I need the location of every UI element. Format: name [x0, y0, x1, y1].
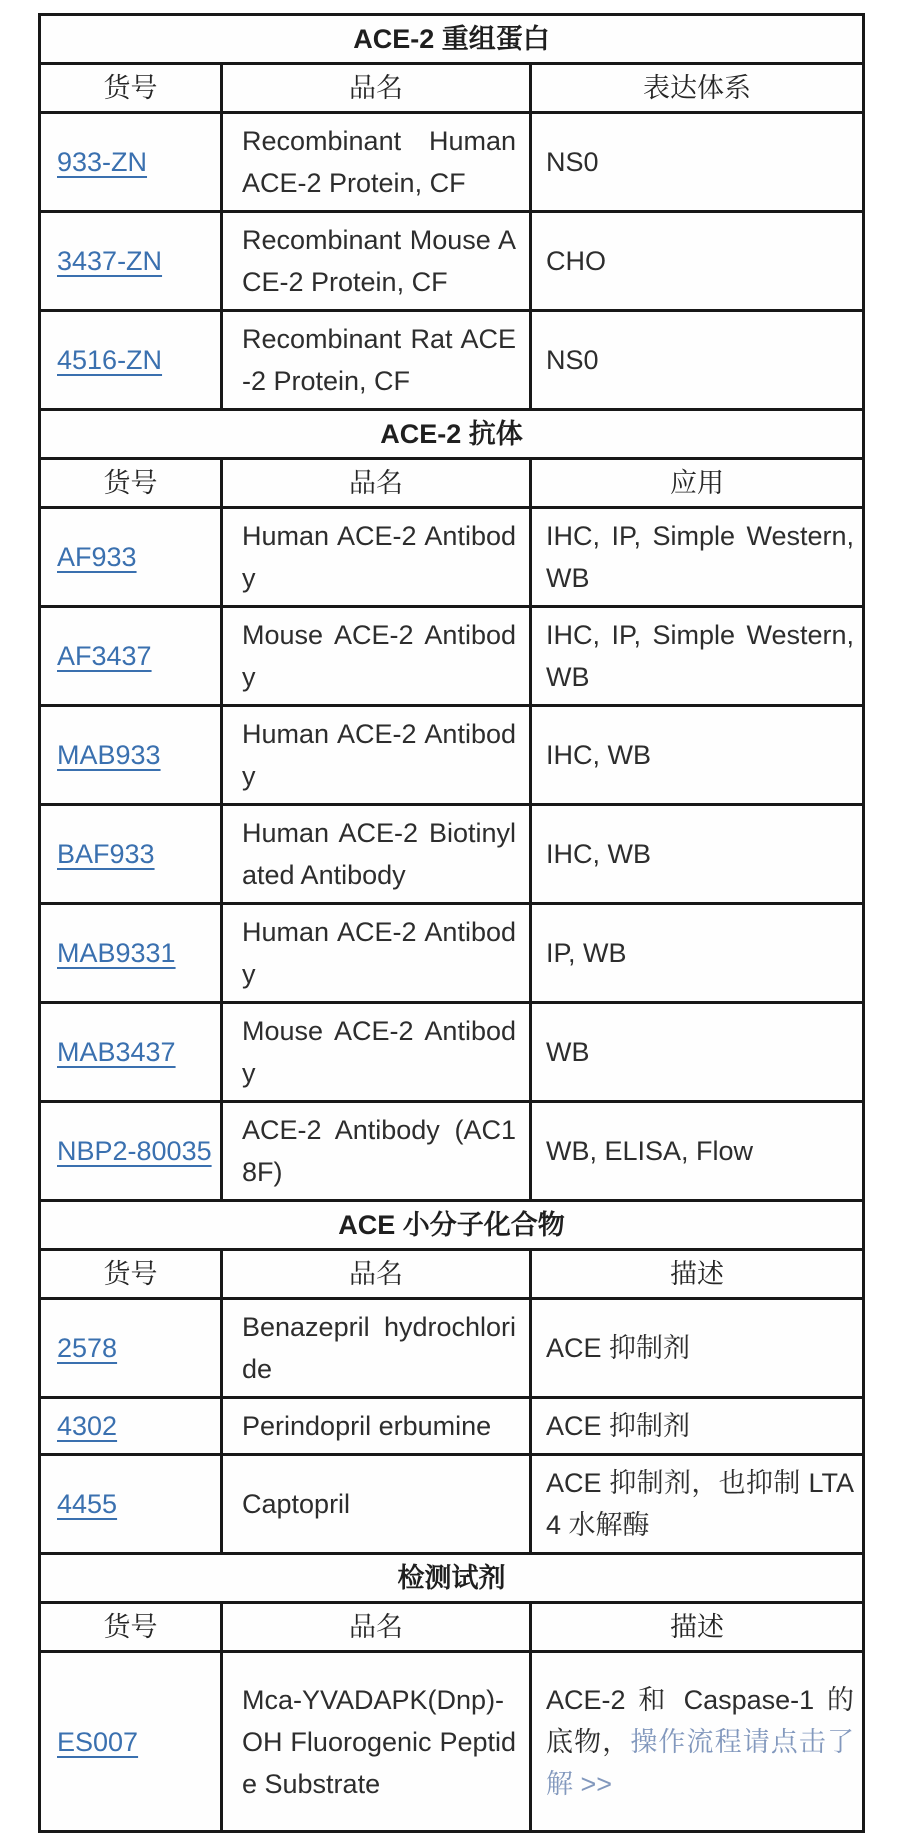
section-title-row: [40, 1201, 864, 1250]
product-name: Perindopril erbumine: [222, 1398, 531, 1455]
applications: WB, ELISA, Flow: [531, 1102, 864, 1201]
catalog-cell: [40, 1003, 222, 1102]
section-title-small-molecules: ACE 小分子化合物: [40, 1201, 864, 1250]
header-row: [40, 1603, 864, 1652]
product-name: Captopril: [222, 1455, 531, 1554]
product-name: Mca-YVADAPK(Dnp)-OH Fluorogenic Peptide Substrate: [222, 1652, 531, 1832]
table-row: [40, 1003, 864, 1102]
header-row: [40, 459, 864, 508]
section-title-detection-reagents: 检测试剂: [40, 1554, 864, 1603]
catalog-link[interactable]: AF3437: [57, 641, 152, 671]
column-header-catalog: 货号: [40, 1250, 222, 1299]
catalog-link[interactable]: 933-ZN: [57, 147, 148, 177]
column-header-catalog: 货号: [40, 1603, 222, 1652]
applications: WB: [531, 1003, 864, 1102]
product-name: Mouse ACE-2 Antibody: [222, 607, 531, 706]
product-name: Human ACE-2 Antibody: [222, 904, 531, 1003]
product-name: Mouse ACE-2 Antibody: [222, 1003, 531, 1102]
header-row: [40, 64, 864, 113]
expression-system: NS0: [531, 311, 864, 410]
catalog-link[interactable]: 3437-ZN: [57, 246, 163, 276]
applications: IHC, WB: [531, 805, 864, 904]
table-row: [40, 113, 864, 212]
column-header-description: 描述: [531, 1250, 864, 1299]
product-name: Recombinant Mouse ACE-2 Protein, CF: [222, 212, 531, 311]
table-row: [40, 904, 864, 1003]
column-header-catalog: 货号: [40, 64, 222, 113]
product-name: Human ACE-2 Antibody: [222, 706, 531, 805]
header-row: [40, 1250, 864, 1299]
catalog-link[interactable]: MAB3437: [57, 1037, 176, 1067]
column-header-description: 描述: [531, 1603, 864, 1652]
description: ACE 抑制剂，也抑制 LTA4 水解酶: [531, 1455, 864, 1554]
procedure-link[interactable]: 操作流程请点击了解 >>: [546, 1726, 855, 1799]
section-title-row: [40, 1554, 864, 1603]
catalog-cell: [40, 706, 222, 805]
table-row: [40, 706, 864, 805]
table-row: [40, 1398, 864, 1455]
section-title-antibodies: ACE-2 抗体: [40, 410, 864, 459]
section-title-row: [40, 15, 864, 64]
column-header-name: 品名: [222, 64, 531, 113]
table-row: [40, 311, 864, 410]
product-name: Benazepril hydrochloride: [222, 1299, 531, 1398]
product-name: ACE-2 Antibody (AC18F): [222, 1102, 531, 1201]
catalog-link[interactable]: ES007: [57, 1726, 139, 1757]
column-header-name: 品名: [222, 459, 531, 508]
table-row: [40, 1299, 864, 1398]
catalog-cell: [40, 1299, 222, 1398]
catalog-link[interactable]: MAB9331: [57, 938, 176, 968]
column-header-expression-system: 表达体系: [531, 64, 864, 113]
table-row: [40, 607, 864, 706]
catalog-link[interactable]: AF933: [57, 542, 137, 572]
catalog-cell: [40, 1102, 222, 1201]
catalog-link[interactable]: 4516-ZN: [57, 345, 163, 375]
description: ACE 抑制剂: [531, 1398, 864, 1455]
catalog-link[interactable]: 4455: [57, 1489, 118, 1519]
catalog-cell: [40, 113, 222, 212]
catalog-link[interactable]: BAF933: [57, 839, 155, 869]
catalog-link[interactable]: 2578: [57, 1333, 118, 1363]
description-text: ACE-2 和 Caspase-1 的底物，: [546, 1684, 854, 1757]
product-name: Human ACE-2 Antibody: [222, 508, 531, 607]
catalog-cell: [40, 904, 222, 1003]
catalog-link[interactable]: MAB933: [57, 740, 161, 770]
applications: IHC, IP, Simple Western, WB: [531, 508, 864, 607]
column-header-catalog: 货号: [40, 459, 222, 508]
expression-system: NS0: [531, 113, 864, 212]
table-row: [40, 212, 864, 311]
applications: IP, WB: [531, 904, 864, 1003]
table-row: [40, 805, 864, 904]
product-name: Recombinant Human ACE-2 Protein, CF: [222, 113, 531, 212]
catalog-cell: [40, 212, 222, 311]
catalog-cell: [40, 805, 222, 904]
product-name: Recombinant Rat ACE-2 Protein, CF: [222, 311, 531, 410]
section-title-row: [40, 410, 864, 459]
column-header-name: 品名: [222, 1603, 531, 1652]
table-row: [40, 1652, 864, 1832]
catalog-cell: [40, 607, 222, 706]
description: [531, 1652, 864, 1832]
table-row: [40, 508, 864, 607]
product-name: Human ACE-2 Biotinylated Antibody: [222, 805, 531, 904]
catalog-cell: [40, 1652, 222, 1832]
table-row: [40, 1102, 864, 1201]
applications: IHC, IP, Simple Western, WB: [531, 607, 864, 706]
catalog-link[interactable]: NBP2-80035: [57, 1136, 212, 1166]
description: ACE 抑制剂: [531, 1299, 864, 1398]
expression-system: CHO: [531, 212, 864, 311]
catalog-cell: [40, 311, 222, 410]
page: [0, 13, 900, 1799]
table-row: [40, 1455, 864, 1554]
applications: IHC, WB: [531, 706, 864, 805]
catalog-cell: [40, 508, 222, 607]
column-header-name: 品名: [222, 1250, 531, 1299]
catalog-cell: [40, 1398, 222, 1455]
catalog-link[interactable]: 4302: [57, 1411, 118, 1441]
section-title-recombinant-proteins: ACE-2 重组蛋白: [40, 15, 864, 64]
product-table: [38, 13, 865, 1833]
column-header-applications: 应用: [531, 459, 864, 508]
catalog-cell: [40, 1455, 222, 1554]
